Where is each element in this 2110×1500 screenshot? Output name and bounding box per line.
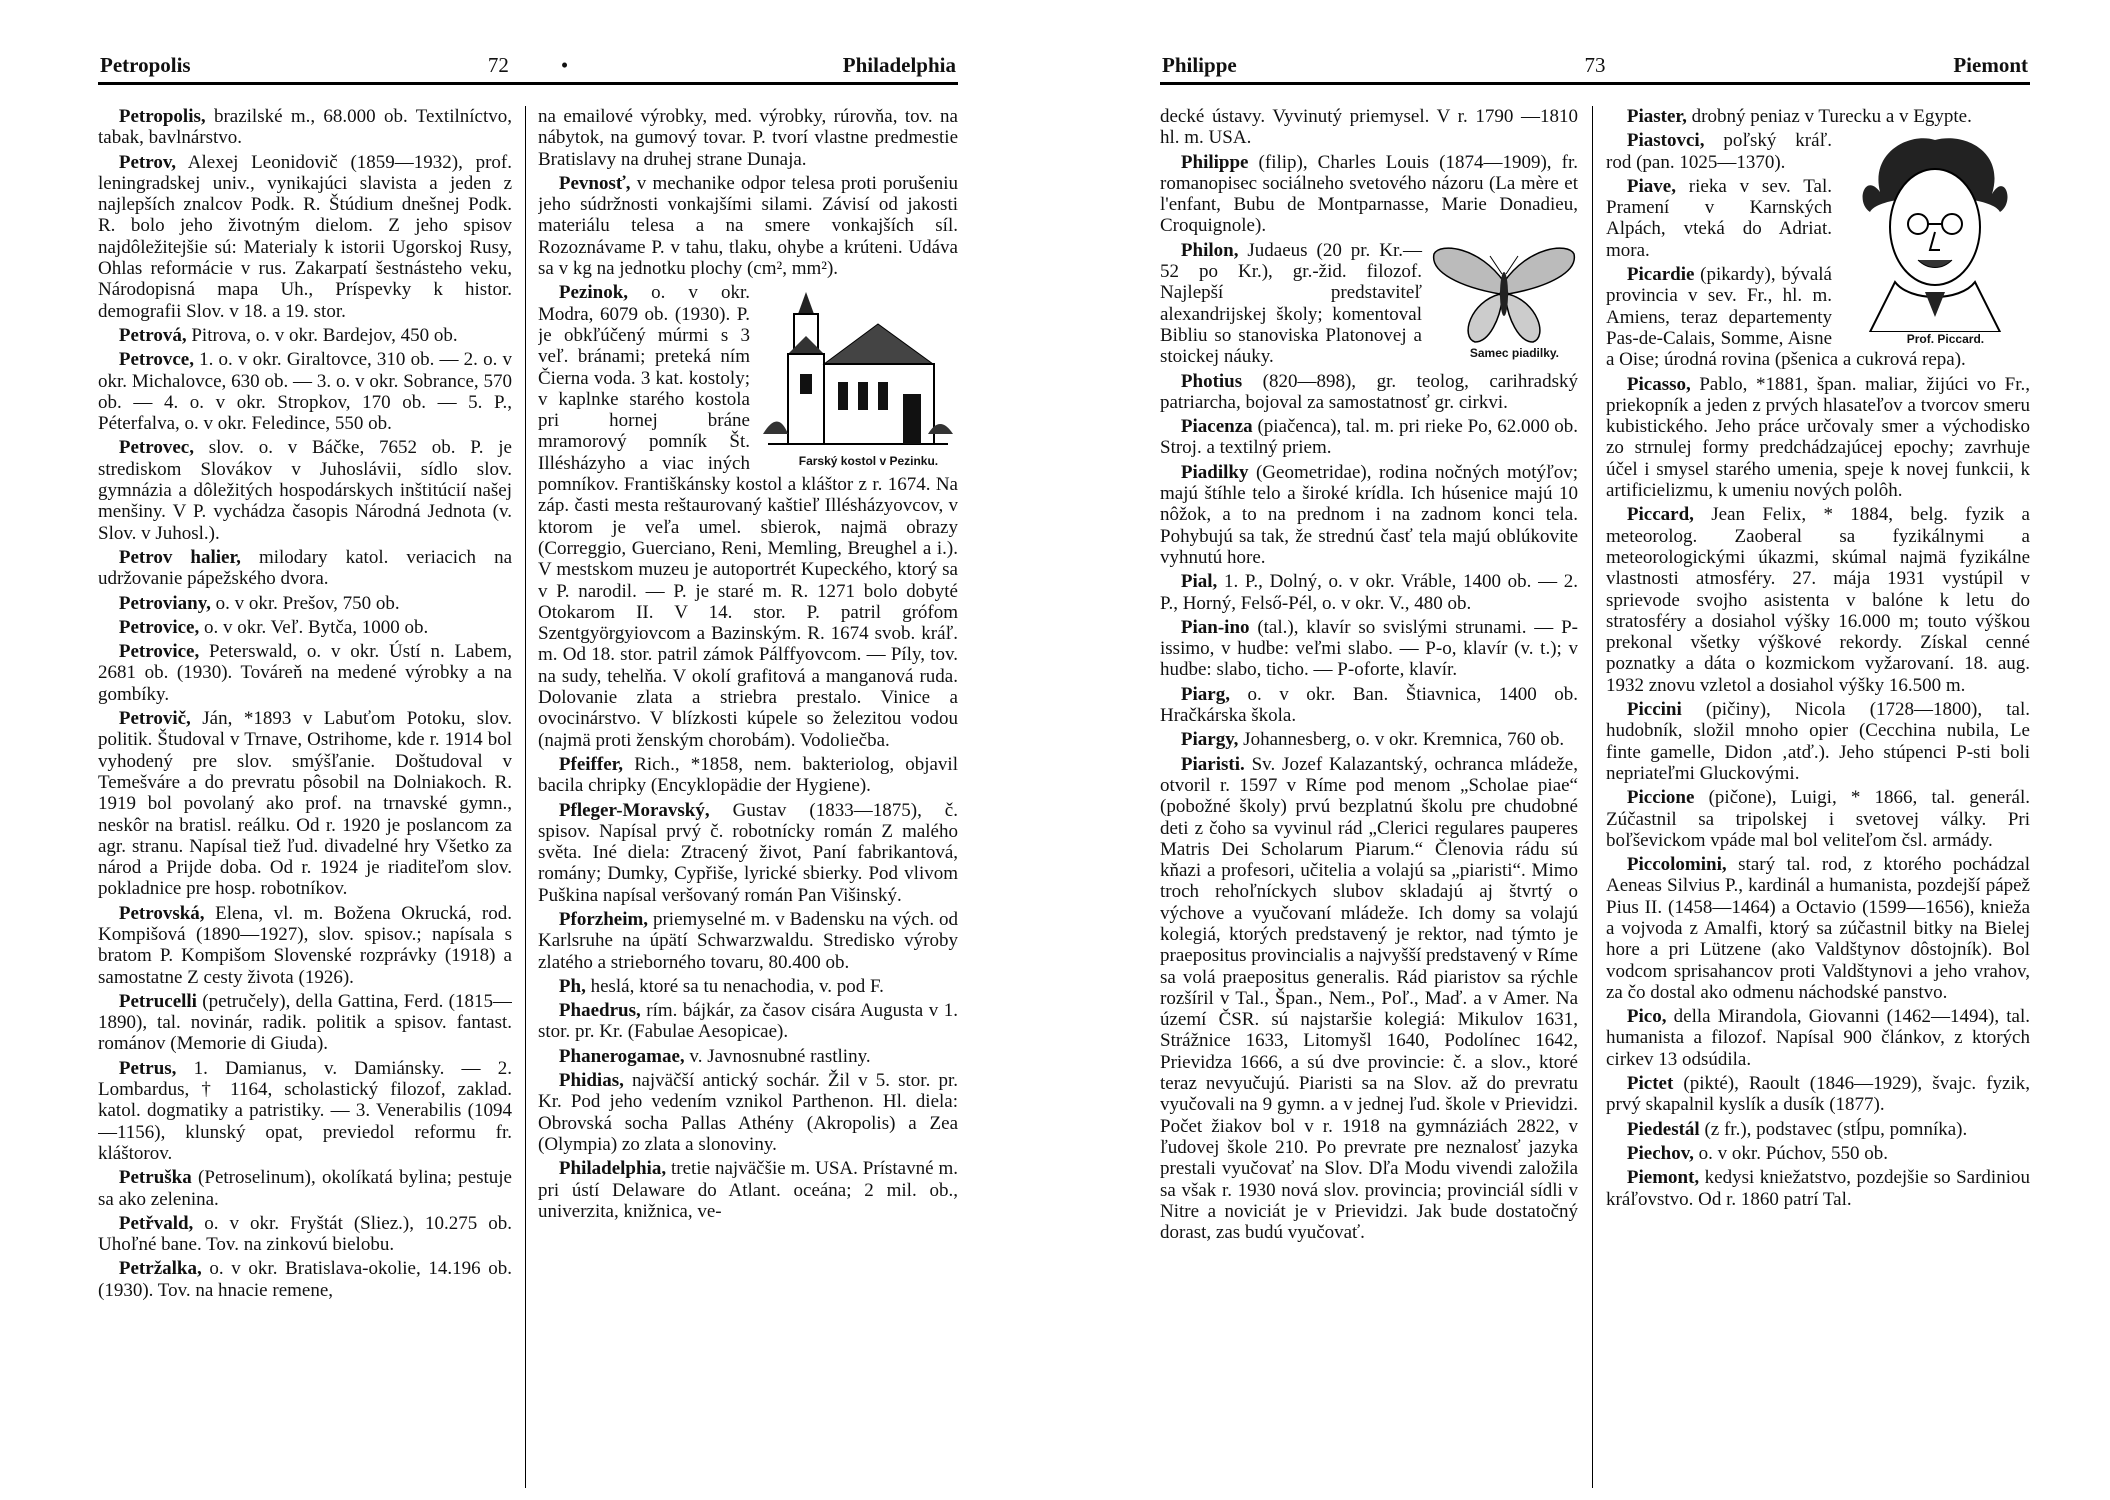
- running-header: [98, 48, 958, 85]
- dictionary-entry: [98, 641, 512, 705]
- entry-headword: Piedestál: [1626, 1118, 1700, 1140]
- entry-text: heslá, ktoré sa tu nenachodia, v. pod F.: [585, 975, 884, 997]
- entry-text: v. Javnosnubné rastliny.: [684, 1045, 871, 1067]
- portrait-icon: [1840, 132, 2030, 332]
- entry-headword: Piaster,: [1626, 106, 1687, 127]
- entry-text: rieka v sev. Tal. Pramení v Karnských Alpách, vteká do Adriat. mora.: [1606, 175, 1832, 261]
- entry-headword: Pfeiffer,: [558, 753, 624, 775]
- entry-text: priemyselné m. v Badensku na vých. od Karlsruhe na úpätí Schwarzwaldu. Stredisko výroby zlatého a strieborného tovaru, 80.400 ob.: [538, 908, 958, 973]
- entry-headword: Photius: [1180, 370, 1243, 392]
- entry-headword: Piccolomini,: [1626, 854, 1727, 876]
- portrait-illustration: [1840, 132, 2030, 346]
- dictionary-entry: [538, 800, 958, 906]
- entry-headword: Petrovice,: [118, 616, 200, 638]
- entry-headword: Petrus,: [118, 1057, 177, 1079]
- entry-text: (Geometridae), rodina nočných motýľov; majú štíhle telo a široké krídla. Ich húsenice majú 10 nôžok, a to na prednom i na zadnom konci tela. Pohybujú sa tak, že strednú časť tela majú oblúkovite vyhnutú hore.: [1160, 461, 1578, 568]
- dictionary-entry: [98, 152, 512, 322]
- entry-headword: Petruška: [118, 1167, 192, 1189]
- entry-headword: Piargy,: [1180, 729, 1239, 751]
- entry-headword: Petrov,: [118, 151, 177, 173]
- dictionary-entry: [98, 1167, 512, 1210]
- dictionary-entry: [538, 1046, 958, 1067]
- entry-text: Judaeus (20 pr. Kr.—52 po Kr.), gr.-žid. filozof. Najlepší predstaviteľ alexandrijskej školy; komentoval Bibliu so stanoviska Platonovej a stoickej náuky.: [1160, 239, 1422, 368]
- entry-text: Peterswald, o. v okr. Ústí n. Labem, 2681 ob. (1930). Továreň na medené výrobky a na gombíky.: [98, 641, 512, 705]
- dictionary-entry: [1160, 416, 1578, 459]
- dictionary-entry: [98, 617, 512, 638]
- entry-text: milodary katol. veriacich na udržovanie pápežského dvora.: [98, 546, 512, 590]
- entry-text: o. v okr. Veľ. Bytča, 1000 ob.: [199, 616, 429, 638]
- entry-headword: Piastovci,: [1626, 130, 1705, 152]
- entry-text: Gustav (1833—1875), č. spisov. Napísal prvý č. robotnícky román Z malého světa. Iné diela: Ztracený život, Paní fabrikantová, romány; Dumky, Cypřiše, lyrické sbierky. Pod vlivom Puškina napísal veršovaný román Pan Višinský.: [538, 799, 958, 906]
- running-header: [1160, 48, 2030, 85]
- entry-text: o. v okr. Bratislava-okolie, 14.196 ob. (1930). Tov. na hnacie remene,: [98, 1258, 512, 1301]
- header-last-entry: Philadelphia: [842, 53, 956, 77]
- dictionary-entry: [98, 1213, 512, 1256]
- column-1: [98, 106, 512, 1488]
- entry-text: najväčší antický sochár. Žil v 5. stor. pr. Kr. Pod jeho vedením vznikol Parthenon. Hl. diela: Obrovská socha Pallas Athény (Akropolis) a Zea (Olympia) zo zlata a slonoviny.: [538, 1070, 958, 1155]
- entry-headword: Ph,: [558, 975, 586, 997]
- entry-headword: Piadilky: [1180, 461, 1249, 483]
- page-number: 72 •: [487, 53, 569, 77]
- dictionary-entry: [538, 754, 958, 797]
- left-page: [98, 48, 958, 1488]
- entry-text: (filip), Charles Louis (1874—1909), fr. romanopisec sociálneho svetového názoru (La mère et l'enfant, Bubu de Montparnasse, Marie Donadieu, Croquignole).: [1160, 151, 1578, 237]
- figure-caption: Farský kostol v Pezinku.: [798, 454, 939, 469]
- entry-text: rím. bájkár, za časov cisára Augusta v 1. stor. pr. Kr. (Fabulae Aesopicae).: [538, 1000, 958, 1043]
- entry-text: o. v okr. Prešov, 750 ob.: [210, 592, 400, 614]
- entry-text: o. v okr. Fryštát (Sliez.), 10.275 ob. Uhoľné bane. Tov. na zinkovú bielobu.: [98, 1212, 512, 1256]
- entry-headword: Pian-ino: [1180, 616, 1250, 638]
- entry-continuation: decké ústavy. Vyvinutý priemysel. V r. 1790 —1810 hl. m. USA.: [1160, 106, 1578, 149]
- entry-text: Elena, vl. m. Božena Okrucká, rod. Kompišová (1890—1927), slov. spisov.; napísala s bratom P. Kompišom Slovenské rozprávky (1918) a samostatne Z cesty života (1926).: [98, 902, 512, 988]
- entry-headword: Piemont,: [1626, 1167, 1700, 1189]
- entry-headword: Petropolis,: [118, 106, 206, 127]
- header-first-entry: Petropolis: [100, 53, 191, 77]
- dictionary-entry: [1160, 617, 1578, 681]
- entry-text: 1. P., Dolný, o. v okr. Vráble, 1400 ob. — 2. P., Horný, Felső-Pél, o. v okr. V., 480 ob.: [1160, 571, 1578, 614]
- entry-group: [1160, 152, 1578, 569]
- entry-text: Ján, *1893 v Labuťom Potoku, slov. politik. Študoval v Trnave, Ostrihome, kde r. 1914 bol vyhodený pre slov. smýšľanie. Doštudoval v Temešváre a do prevratu pôsobil na Dolniakoch. R. 1919 bol povolaný ako prof. na trnavské gymn., neskôr na bratisl. reálku. Od r. 1920 je poslancom za agr. stranu. Napísal tiež ľud. divadelné hry Všetko za národ a Prijde doba. Od r. 1924 je riaditeľom slov. pokladnice pre hosp. robotníkov.: [98, 708, 512, 900]
- entry-headword: Pictet: [1626, 1073, 1674, 1095]
- entry-headword: Piechov,: [1626, 1142, 1694, 1164]
- entry-headword: Piccione: [1626, 787, 1695, 809]
- entry-headword: Petřvald,: [118, 1212, 194, 1234]
- dictionary-entry: [98, 106, 512, 149]
- entry-text: Jean Felix, * 1884, belg. fyzik a meteorolog. Zaoberal sa fyzikálnymi a meteorologickými úkazmi, skúmal najmä fyzikálne vlastnosti atmosféry. 27. mája 1931 vystúpil v sprievode svojho asistenta v balóne k letu do stratosféry a dosiahol výšky 16.000 m; touto výškou prekonal všetky výškové rekordy. Získal cenné poznatky a dáta o kozmickom vyžarovaní. 18. aug. 1932 znovu vzletol a dosiahol výšky 16.500 m.: [1606, 504, 2030, 696]
- column-2: [538, 106, 958, 1488]
- header-last-entry: Piemont: [1953, 53, 2028, 77]
- entry-headword: Petrovič,: [118, 708, 191, 730]
- entry-headword: Piaristi.: [1180, 753, 1245, 775]
- entry-headword: Philippe: [1180, 151, 1249, 173]
- dictionary-entry: [98, 593, 512, 614]
- entry-text: (petručely), della Gattina, Ferd. (1815—1890), tal. novinár, radik. politik a spisov. fantast. románov (Memorie di Giuda).: [98, 990, 512, 1055]
- entry-headword: Piccard,: [1626, 504, 1694, 526]
- entry-text: o. v okr. Modra, 6079 ob. (1930). P. je obkľúčený múrmi s 3 veľ. bránami; preteká ním Čierna voda. 3 kat. kostoly; v kaplnke starého kostola pri hornej bráne mramorový pomník Št. Illésházyho a viac iných pomníkov. Františkánsky kostol a kláštor z r. 1674. Na záp. časti mesta reštaurovaný kaštieľ Illésházyovcov, v ktorom je veľa umel. sbierok, najmä obrazy (Correggio, Guerciano, Reni, Memling, Breughel a i.). V mestskom muzeu je autoportrét Kupeckého, ktorý sa v P. narodil. — P. je staré m. R. 1271 bolo dobyté Otokarom II. V 14. stor. P. patril grófom Szentgyörgyiovcom a Bazinským. R. 1674 svob. kráľ. m. Od 18. stor. patril zámok Pálffyovcom. — Píly, tov. na sudy, tehelňa. V okolí grafitová a manganová ruda. Dolovanie zlata a striebra prestalo. Vinice a ovocinárstvo. V blízkosti kúpele so železitou vodou (najmä proti ženským chorobám). Vodoliečba.: [538, 282, 958, 751]
- entry-group: [1606, 854, 2030, 1210]
- entry-headword: Petrová,: [118, 324, 187, 346]
- dictionary-entry: [98, 1258, 512, 1301]
- entry-text: (820—898), gr. teolog, carihradský patriarcha, bojoval za samostatnosť gr. cirkvi.: [1160, 370, 1578, 413]
- dictionary-entry: [1160, 729, 1578, 750]
- entry-headword: Petržalka,: [118, 1258, 202, 1280]
- entry-headword: Piacenza: [1180, 416, 1253, 438]
- dictionary-entry: [1606, 374, 2030, 502]
- dictionary-entry: [1606, 1119, 2030, 1140]
- dictionary-entry: [538, 282, 958, 751]
- entry-text: Pablo, *1881, špan. maliar, žijúci vo Fr., priekopník a jeden z prvých hlasateľov a tvorcov smeru kubistického. Jeho práce určovaly smer a východisko zo strnulej formy predchádzajúcej epochy; zavrhuje účel i smysel starého umenia, speje k novej funkcii, k artificielizmu, k umeniu nových polôh.: [1606, 373, 2030, 502]
- entry-text: (Petroselinum), okolíkatá bylina; pestuje sa ako zelenina.: [98, 1167, 512, 1210]
- dictionary-entry: [1160, 754, 1578, 1244]
- dictionary-entry: [1160, 571, 1578, 614]
- dictionary-entry: [538, 909, 958, 973]
- dictionary-entry: [98, 1058, 512, 1164]
- entry-text: poľský kráľ. rod (pan. 1025—1370).: [1606, 130, 1832, 173]
- dictionary-entry: [1606, 854, 2030, 1003]
- dictionary-entry: [1606, 1167, 2030, 1210]
- figure-caption: Samec piadilky.: [1469, 345, 1560, 360]
- entry-headword: Picardie: [1626, 264, 1695, 286]
- entry-text: v mechanike odpor telesa proti porušeniu jeho súdržnosti vonkajšími silami. Závisí od jakosti materiálu telesa a na smere vonkajších síl. Rozoznávame P. v tahu, tlaku, ohybe a krúteni. Udáva sa v kg na jednotku plochy (cm², mm²).: [538, 172, 958, 280]
- entry-text: brazilské m., 68.000 ob. Textilníctvo, tabak, bavlnárstvo.: [98, 106, 512, 149]
- entry-headword: Piccini: [1626, 699, 1682, 721]
- entry-headword: Petrucelli: [118, 990, 197, 1012]
- dictionary-entry: [98, 325, 512, 346]
- entry-text: slov. o. v Báčke, 7652 ob. P. je strediskom Slovákov v Juhoslávii, sídlo slov. gymnázia a dôležitých hospodárskych inštitúcií našej menšiny. V P. vychádza časopis Národná Jednota (v. Slov. v Juhosl.).: [98, 437, 512, 544]
- column-1: [1160, 106, 1578, 1488]
- entry-headword: Petrovice,: [118, 641, 200, 663]
- dictionary-entry: [1606, 106, 2030, 127]
- dictionary-entry: [538, 173, 958, 279]
- entry-text: (pičiny), Nicola (1728—1800), tal. hudobník, složil mnoho opier (Cecchina nubila, Le finte gamelle, Didon ‚atď.). Jeho stúpenci P-sti boli nepriateľmi Gluckovými.: [1606, 699, 2030, 784]
- header-first-entry: Philippe: [1162, 53, 1237, 77]
- entry-headword: Petrovská,: [118, 902, 205, 924]
- entry-text: (z fr.), podstavec (stĺpu, pomníka).: [1699, 1118, 1968, 1140]
- entry-text: o. v okr. Ban. Štiavnica, 1400 ob. Hračkárska škola.: [1160, 683, 1578, 727]
- entry-headword: Pial,: [1180, 571, 1218, 593]
- right-page: [1160, 48, 2030, 1488]
- entry-headword: Piave,: [1626, 175, 1676, 197]
- entry-headword: Phanerogamae,: [558, 1045, 685, 1067]
- entry-headword: Petrovce,: [118, 349, 194, 371]
- moth-icon: [1430, 242, 1578, 346]
- entry-text: kedysi kniežatstvo, pozdejšie so Sardiniou kráľovstvo. Od r. 1860 patrí Tal.: [1606, 1167, 2030, 1210]
- entry-headword: Philon,: [1180, 239, 1239, 261]
- dictionary-entry: [1606, 1006, 2030, 1070]
- dictionary-entry: [98, 349, 512, 434]
- entry-text: della Mirandola, Giovanni (1462—1494), tal. humanista a filozof. Napísal 900 článkov, z ktorých cirkev 13 odsúdila.: [1606, 1006, 2030, 1070]
- dictionary-entry: [98, 991, 512, 1055]
- entry-headword: Picasso,: [1626, 373, 1691, 395]
- column-divider: [525, 106, 526, 1488]
- dictionary-entry: [1606, 1143, 2030, 1164]
- entry-text: (tal.), klavír so svislými strunami. — P-issimo, v hudbe: veľmi slabo. — P-o, klavír (v. t.); v hudbe: slabo, ticho. — P-oforte, klavír.: [1160, 616, 1578, 681]
- entry-headword: Pico,: [1626, 1006, 1667, 1028]
- entry-headword: Pforzheim,: [558, 908, 649, 930]
- entry-text: (pikardy), bývalá provincia v sev. Fr., hl. m. Amiens, teraz departementy Pas-de-Calais, Somme, Aisne a Oise; úrodná rovina (pšenica a cukrová repa).: [1606, 264, 1966, 371]
- entry-headword: Philadelphia,: [558, 1158, 667, 1180]
- entry-group: [538, 173, 958, 751]
- entry-headword: Petrovec,: [118, 437, 194, 459]
- moth-illustration: [1430, 242, 1578, 360]
- dictionary-entry: [538, 1000, 958, 1043]
- dictionary-entry: [98, 708, 512, 900]
- entry-headword: Piarg,: [1180, 683, 1230, 705]
- column-divider: [1592, 106, 1593, 1488]
- entry-text: tretie najväčšie m. USA. Prístavné m. pri ústí Delaware do Atlant. oceána; 2 mil. ob., univerzita, knižnica, ve-: [538, 1158, 958, 1222]
- entry-headword: Petroviany,: [118, 592, 211, 614]
- entry-headword: Pevnosť,: [558, 172, 631, 194]
- dictionary-entry: [1160, 240, 1578, 368]
- dictionary-entry: [538, 1070, 958, 1155]
- entry-headword: Phaedrus,: [558, 1000, 641, 1022]
- entry-headword: Pfleger-Moravský,: [558, 799, 710, 821]
- figure-caption: Prof. Piccard.: [1906, 332, 1985, 347]
- entry-headword: Pezinok,: [558, 282, 629, 304]
- entry-group: [1160, 571, 1578, 1243]
- entry-text: 1. Damianus, v. Damiánsky. — 2. Lombardus, † 1164, scholastický filozof, zaklad. katol. dogmatiky a patristiky. — 3. Venerabilis (1094—1156), klunský opat, previedol reformu fr. kláštorov.: [98, 1057, 512, 1164]
- dictionary-entry: [1160, 152, 1578, 237]
- church-illustration: [758, 284, 958, 468]
- entry-group: [538, 754, 958, 1222]
- entry-text: Rich., *1858, nem. bakteriolog, objavil bacila chripky (Encyklopädie der Hygiene).: [538, 753, 958, 797]
- column-2: [1606, 106, 2030, 1488]
- page-number: 73: [1584, 53, 1606, 77]
- entry-continuation: na emailové výrobky, med. výrobky, rúrovňa, tov. na nábytok, na gumový tovar. P. tvorí vlastne predmestie Bratislavy na druhej strane Dunaja.: [538, 106, 958, 170]
- dictionary-entry: [1606, 787, 2030, 851]
- dictionary-entry: [98, 437, 512, 543]
- entry-text: Alexej Leonidovič (1859—1932), prof. leningradskej univ., vynikajúci slavista a jeden z najlepších znalcov Podk. R. Štúdium dnešnej Podk. R. bolo jeho životným dielom. Z jeho spisov najdôležitejšie sú: Materialy k istorii Ugorskoj Rusy, Ohlas reformácie v rus. Zakarpatí šestnásteho veku, Národopisná mapa Uh., Príspevky k histor. demografii Slov. v 18. a 19. stor.: [98, 151, 512, 322]
- entry-text: Johannesberg, o. v okr. Kremnica, 760 ob.: [1238, 729, 1565, 751]
- entry-text: drobný peniaz v Turecku a v Egypte.: [1686, 106, 1972, 127]
- dictionary-entry: [538, 976, 958, 997]
- entry-text: (piačenca), tal. m. pri rieke Po, 62.000 ob. Stroj. a textilný priem.: [1160, 416, 1578, 459]
- entry-text: starý tal. rod, z ktorého pochádzal Aeneas Silvius P., kardinál a humanista, pozdejší pápež Pius II. (1458—1464) a Octavio (1599—1656), knieža a vojvoda z Amalfi, ktorý sa zúčastnil bitky na Bielej hore a pri Lützene (ako Valdštynov dôstojník). Bol vodcom sprisahancov proti Valdštynovi a jeho vrahov, za čo dostal ako odmenu náchodské panstvo.: [1606, 854, 2030, 1003]
- dictionary-entry: [98, 903, 512, 988]
- dictionary-entry: [1606, 699, 2030, 784]
- dictionary-entry: [1160, 371, 1578, 414]
- entry-text: o. v okr. Púchov, 550 ob.: [1693, 1142, 1888, 1164]
- dictionary-entry: [538, 1158, 958, 1222]
- church-icon: [758, 284, 958, 454]
- entry-text: 1. o. v okr. Giraltovce, 310 ob. — 2. o. v okr. Michalovce, 630 ob. — 3. o. v okr. Sobrance, 570 ob. — 4. o. v okr. Stropkov, 170 ob. — 5. P., Péterfalva, o. v okr. Feledince, 550 ob.: [98, 349, 512, 435]
- dictionary-entry: [1160, 462, 1578, 568]
- entry-text: Sv. Jozef Kalazantský, ochranca mládeže, otvoril r. 1597 v Ríme pod menom „Scholae piae“ (pobožné školy) prvú bezplatnú školu pre chudobné deti z čoho sa vyvinul rád „Clerici regulares pauperes Matris Dei Scholarum Piarum.“ Členovia rádu sú kňazi a profesori, učitelia a volajú sa „piaristi“. Mimo troch rehoľníckych slubov skladajú aj štvrtý o výchove a vyučovaní mládeže. Ich domy sa volajú kolegiá, ktorých predstavený je rektor, nad týmto je praepositus provincialis a najvyšší predstavený v Ríme sa volá praepositus generalis. Rád piaristov sa rýchle rozšíril v Tal., Špan., Nem., Poľ., Maď. a v Amer. Na území ČSR. sú najstaršie kolegiá: Mikulov 1631, Strážnice 1633, Litomyšl 1640, Podolínec 1642, Prievidza 1666, a sú dve provincie: č. a slov., ktoré teraz nevyučujú. Piaristi sa na Slov. až do prevratu vyučovali na 9 gymn. a v jednej ľud. škole v Prievidzi. Počet žiakov bol v r. 1918 na gymnáziách 2822, v ľudovej škole 210. Po prevrate pre neznalosť jazyka prestali vyučovať na Slov. Dľa Modu vivendi založila sa však r. 1930 nová slov. provincia; provinciál sídli v Nitre a noviciát je v Prievidzi. Jak bude dostatočný dorast, zas budú vyučovať.: [1160, 753, 1578, 1244]
- dictionary-entry: [1606, 1073, 2030, 1116]
- dictionary-entry: [1606, 504, 2030, 696]
- entry-text: (pičone), Luigi, * 1866, tal. generál. Zúčastnil sa tripolskej i svetovej války. Pri boľševickom vpáde mal bol veliteľom čsl. armády.: [1606, 787, 2030, 851]
- dictionary-entry: [1160, 684, 1578, 727]
- entry-headword: Petrov halier,: [118, 546, 241, 568]
- entry-headword: Phidias,: [558, 1070, 624, 1092]
- entry-group: [1606, 106, 2030, 851]
- dictionary-entry: [98, 547, 512, 590]
- entry-text: Pitrova, o. v okr. Bardejov, 450 ob.: [186, 324, 458, 346]
- entry-text: (pikté), Raoult (1846—1929), švajc. fyzik, prvý skapalnil kyslík a dusík (1877).: [1606, 1073, 2030, 1116]
